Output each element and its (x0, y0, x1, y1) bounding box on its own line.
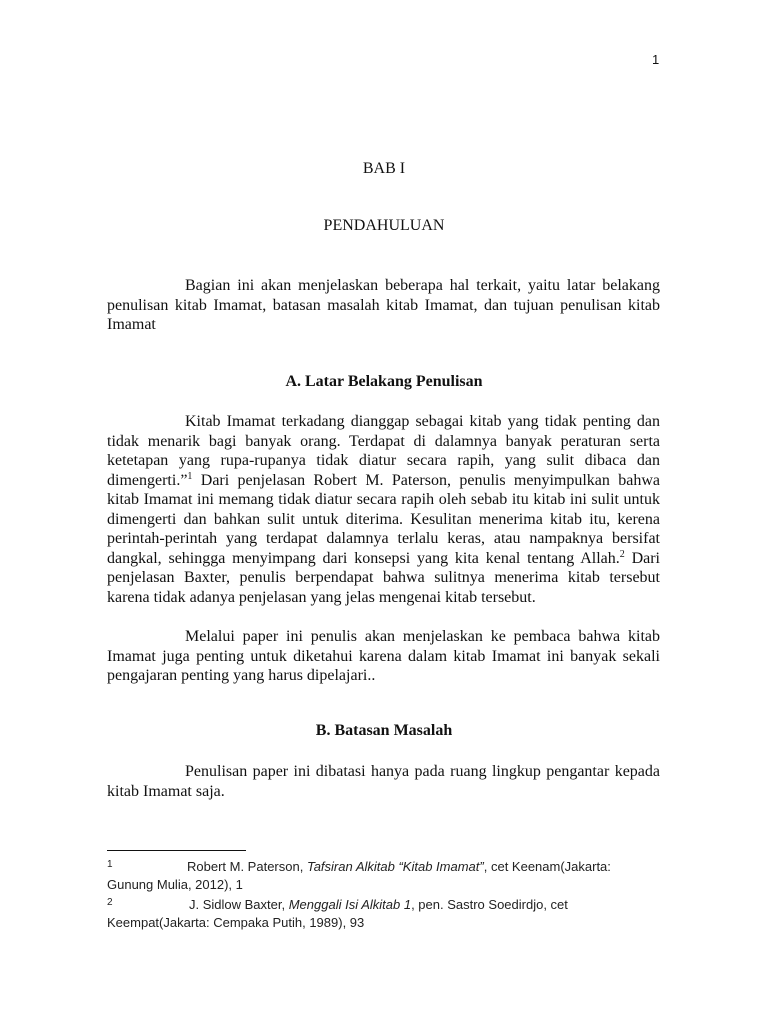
section-a-p1-text-1: Kitab Imamat terkadang dianggap sebagai kitab yang tidak penting dan tidak menarik bagi banyak orang. Terdapat di dalamnya banyak peraturan serta ketetapan yang rupa-rupanya tidak diatur secara rapih, yang sulit dibaca dan dimengerti.” (107, 413, 660, 489)
chapter-number: BAB I (362, 160, 406, 177)
footnote-2-author: J. Sidlow Baxter, (189, 897, 289, 912)
section-a-heading: A. Latar Belakang Penulisan (285, 373, 483, 390)
footnotes (107, 856, 660, 932)
section-b-heading: B. Batasan Masalah (315, 722, 453, 739)
section-a-paragraph-1 (107, 412, 660, 607)
section-a-p1-text-3: Dari penjelasan Baxter, penulis berpendapat bahwa sulitnya menerima kitab tersebut karena tidak adanya penjelasan yang jelas mengenai kitab tersebut. (107, 549, 660, 606)
footnote-2-mark: 2 (107, 897, 113, 908)
intro-paragraph: Bagian ini akan menjelaskan beberapa hal terkait, yaitu latar belakang penulisan kitab Imamat, batasan masalah kitab Imamat, dan tujuan penulisan kitab Imamat (107, 277, 660, 333)
footnote-1-line2: Gunung Mulia, 2012), 1 (107, 877, 243, 892)
page-number: 1 (652, 52, 660, 67)
section-b-paragraph-1: Penulisan paper ini dibatasi hanya pada ruang lingkup pengantar kepada kitab Imamat saja. (107, 763, 660, 800)
footnote-1-author: Robert M. Paterson, (187, 859, 307, 874)
section-a-paragraph-2: Melalui paper ini penulis akan menjelaskan ke pembaca bahwa kitab Imamat juga penting untuk diketahui karena dalam kitab Imamat ini banyak sekali pengajaran penting yang harus dipelajari.. (107, 628, 660, 684)
footnote-ref-1[interactable]: 1 (187, 470, 193, 482)
footnote-1-rest: , cet Keenam(Jakarta: (483, 859, 611, 874)
section-a-p1-text-2: Dari penjelasan Robert M. Paterson, penulis menyimpulkan bahwa kitab Imamat ini memang tidak diatur secara rapih oleh sebab itu kitab ini sulit untuk dimengerti dan bahkan sulit untuk diterima. Kesulitan menerima kitab itu, kerena perintah-perintah yang terdapat dalamnya terlalu keras, atau nampaknya bersifat dangkal, sehingga menyimpang dari konsepsi yang kita kenal tentang Allah. (107, 471, 660, 567)
footnote-1 (107, 856, 660, 894)
footnote-ref-2[interactable]: 2 (619, 548, 625, 560)
footnote-2-line2: Keempat(Jakarta: Cempaka Putih, 1989), 93 (107, 915, 365, 930)
footnote-2-rest: , pen. Sastro Soedirdjo, cet (411, 897, 568, 912)
footnote-2-title: Menggali Isi Alkitab 1 (288, 897, 412, 912)
footnote-1-mark: 1 (107, 859, 113, 870)
chapter-title: PENDAHULUAN (323, 217, 445, 234)
footnote-1-title: Tafsiran Alkitab “Kitab Imamat” (306, 859, 484, 874)
footnote-2 (107, 894, 660, 932)
footnote-separator (107, 850, 246, 851)
